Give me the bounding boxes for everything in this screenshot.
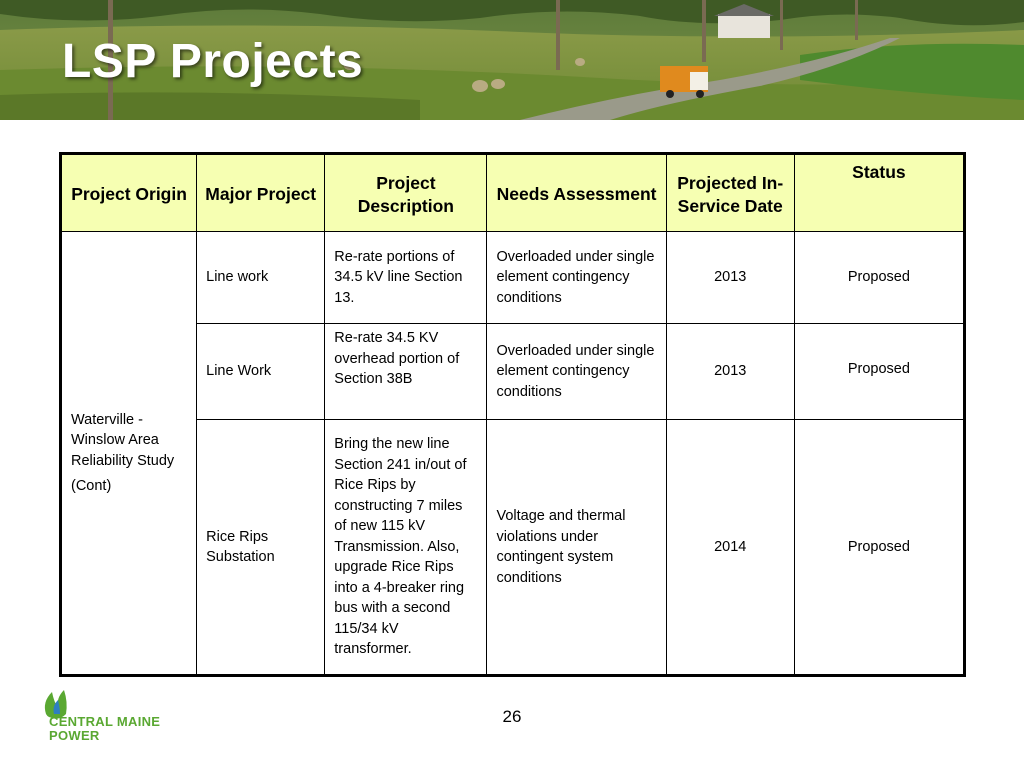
table-row [61, 324, 965, 420]
slide-title: LSP Projects [62, 35, 364, 88]
page-number: 26 [502, 707, 522, 726]
major-project-cell: Rice Rips Substation [197, 420, 325, 676]
table-row [61, 232, 965, 324]
projects-table [59, 152, 966, 677]
needs-cell: Overloaded under single element contingency conditions [487, 232, 666, 324]
status-cell: Proposed [794, 420, 964, 676]
needs-cell: Voltage and thermal violations under contingent system conditions [487, 420, 666, 676]
major-project-cell: Line work [197, 232, 325, 324]
logo-line-1: CENTRAL MAINE [49, 714, 161, 729]
header-project-origin: Project Origin [61, 154, 197, 232]
table-header-row [61, 154, 965, 232]
table-row [61, 420, 965, 676]
header-project-description: Project Description [325, 154, 487, 232]
needs-cell: Overloaded under single element contingency conditions [487, 324, 666, 420]
date-cell: 2013 [666, 324, 794, 420]
projects-table-wrapper [59, 152, 966, 677]
header-major-project: Major Project [197, 154, 325, 232]
major-project-cell: Line Work [197, 324, 325, 420]
project-origin-text: Waterville - Winslow Area Reliability Study [71, 411, 175, 469]
logo-line-2: POWER [49, 728, 100, 743]
header-needs-assessment: Needs Assessment [487, 154, 666, 232]
project-origin-cell [61, 232, 197, 676]
status-cell: Proposed [794, 324, 964, 420]
project-origin-note: (Cont) [71, 478, 112, 494]
date-cell: 2014 [666, 420, 794, 676]
status-cell: Proposed [794, 232, 964, 324]
company-logo-text [49, 715, 160, 743]
header-banner [0, 0, 1024, 120]
date-cell: 2013 [666, 232, 794, 324]
description-cell: Re-rate portions of 34.5 kV line Section 13. [325, 232, 487, 324]
header-status: Status [794, 154, 964, 232]
header-in-service-date: Projected In-Service Date [666, 154, 794, 232]
description-cell: Re-rate 34.5 KV overhead portion of Section 38B [325, 324, 487, 420]
description-cell: Bring the new line Section 241 in/out of Rice Rips by constructing 7 miles of new 115 kV Transmission. Also, upgrade Rice Rips into a 4-breaker ring bus with a second 115/34 kV transformer. [325, 420, 487, 676]
